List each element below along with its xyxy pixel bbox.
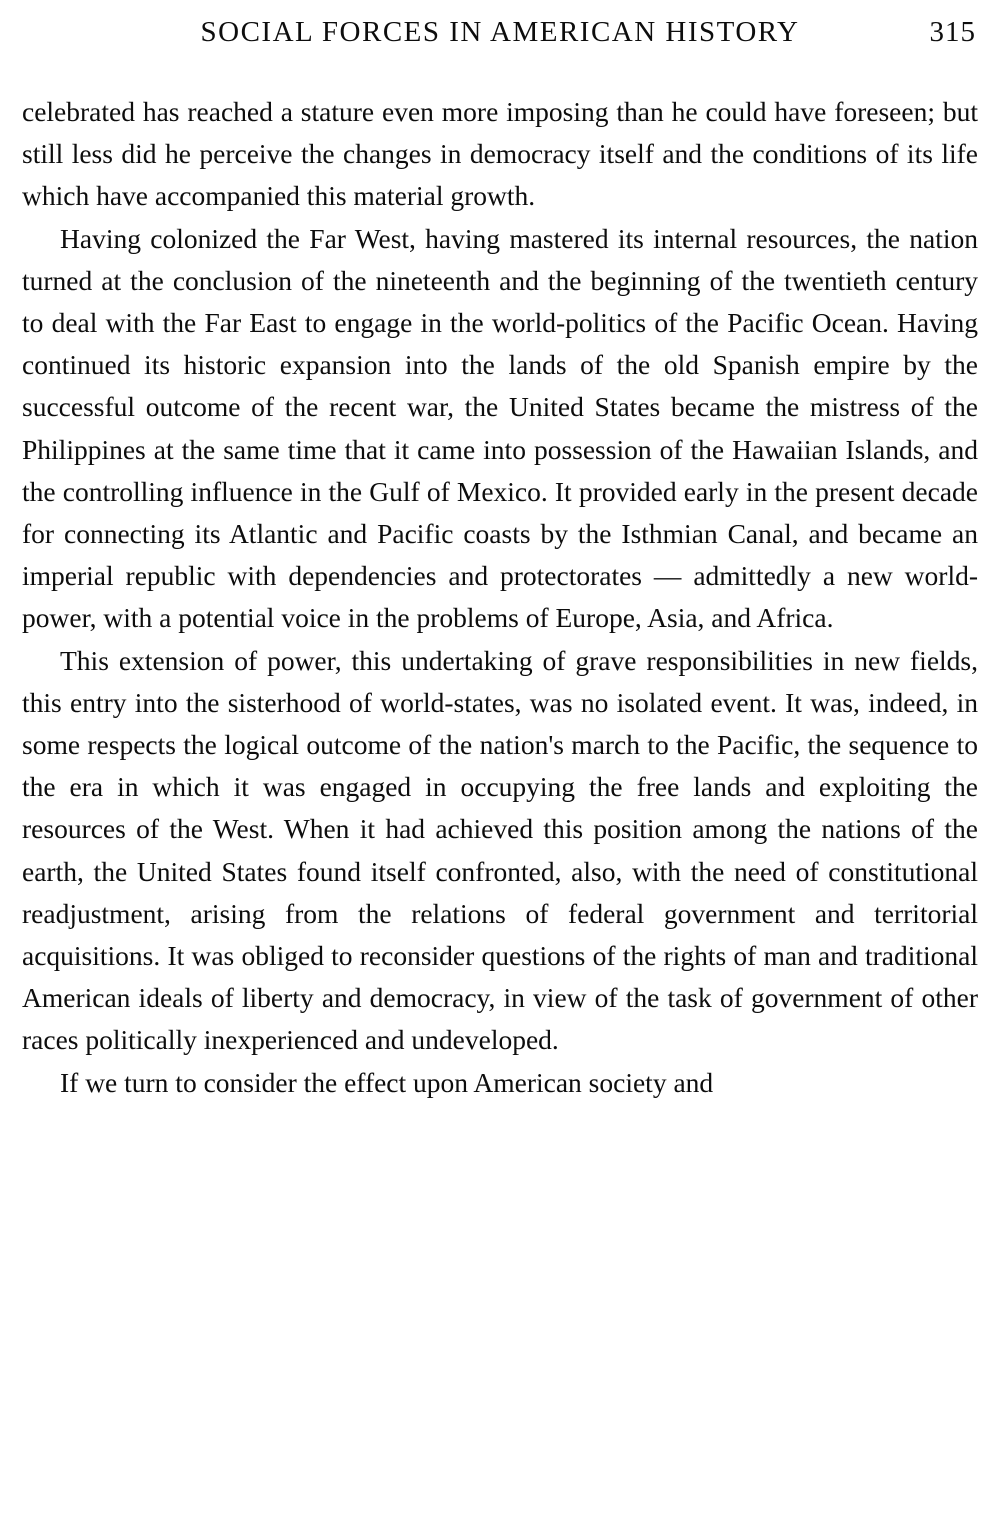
paragraph: celebrated has reached a stature even more imposing than he could have foreseen; but still less did he perceive the changes in democracy itself and the conditions of its life which have accompanied this material growth. [22,96,978,212]
paragraph: This extension of power, this undertaking of grave responsibilities in new fields, this entry into the sisterhood of world-states, was no isolated event. It was, indeed, in some respects the logical outcome of the nation's march to the Pacific, the sequence to the era in which it was engaged in occupying the free lands and exploiting the resources of the West. When it had achieved this position among the nations of the earth, the United States found itself confronted, also, with the need of constitutional readjustment, arising from the relations of federal government and territorial acquisitions. It was obliged to reconsider questions of the rights of man and traditional American ideals of liberty and democracy, in view of the task of government of other races politically inexperienced and undeveloped. [22,644,978,1056]
paragraph: If we turn to consider the effect upon American society and [60,1066,714,1098]
running-head [0,0,1000,49]
page-number: 315 [929,16,976,48]
body-text [22,91,978,1104]
paragraph: Having colonized the Far West, having mastered its internal resources, the nation turned at the conclusion of the nineteenth and the beginning of the twentieth century to deal with the Far East to engage in the world-politics of the Pacific Ocean. Having continued its historic expansion into the lands of the old Spanish empire by the successful outcome of the recent war, the United States became the mistress of the Philippines at the same time that it came into possession of the Hawaiian Islands, and the controlling influence in the Gulf of Mexico. It provided early in the present decade for connecting its Atlantic and Pacific coasts by the Isthmian Canal, and became an imperial republic with dependencies and protectorates — admittedly a new world-power, with a potential voice in the problems of Europe, Asia, and Africa. [22,222,978,634]
page-title: SOCIAL FORCES IN AMERICAN HISTORY [200,16,800,48]
